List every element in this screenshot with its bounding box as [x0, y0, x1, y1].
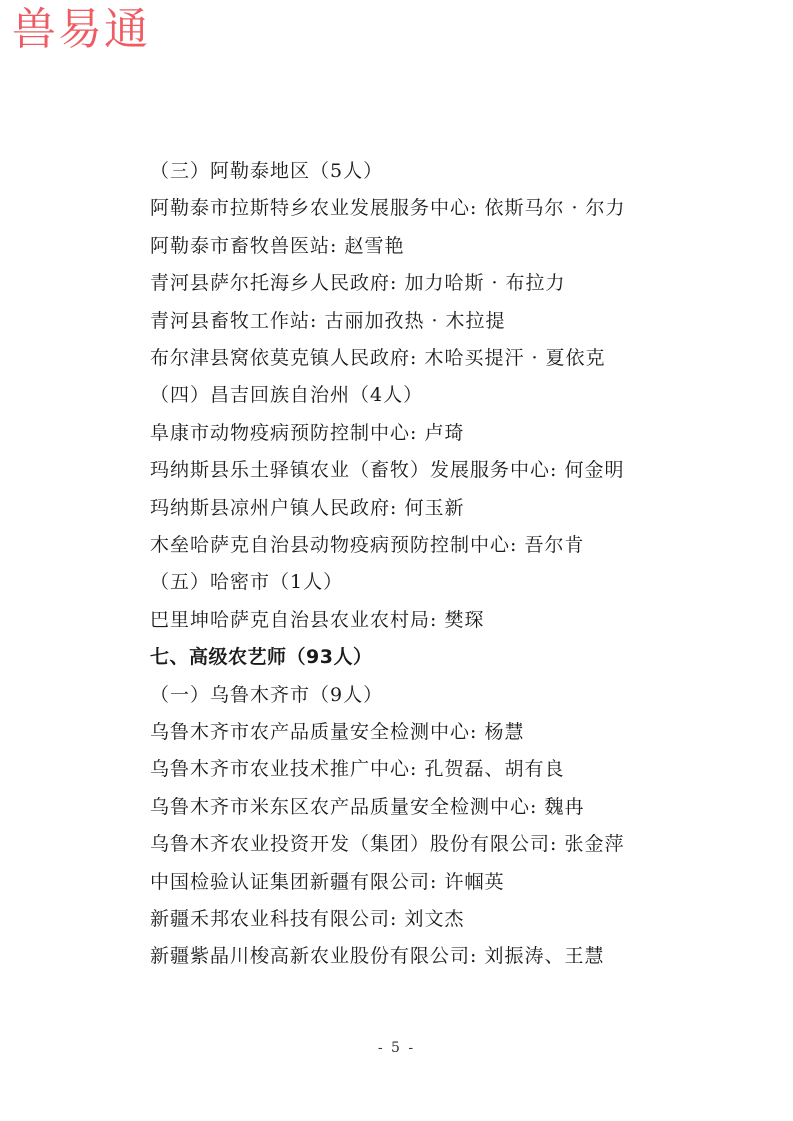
- subsection-heading: （五）哈密市（1人）: [150, 571, 344, 594]
- list-item: 阜康市动物疫病预防控制中心: 卢琦: [150, 421, 465, 444]
- list-item: 新疆禾邦农业科技有限公司: 刘文杰: [150, 908, 465, 930]
- list-item: 玛纳斯县乐土驿镇农业（畜牧）发展服务中心: 何金明: [150, 459, 625, 482]
- subsection-heading: （四）昌吉回族自治州（4人）: [150, 384, 424, 407]
- page-number: - 5 -: [377, 1040, 416, 1056]
- list-item: 青河县萨尔托海乡人民政府: 加力哈斯 · 布拉力: [150, 272, 566, 295]
- list-item: 布尔津县窝依莫克镇人民政府: 木哈买提汗 · 夏依克: [150, 347, 606, 369]
- list-item: 中国检验认证集团新疆有限公司: 许帼英: [150, 870, 505, 893]
- list-item: 新疆紫晶川梭高新农业股份有限公司: 刘振涛、王慧: [150, 945, 605, 968]
- list-item: 乌鲁木齐农业投资开发（集团）股份有限公司: 张金萍: [150, 833, 625, 856]
- list-item: 巴里坤哈萨克自治县农业农村局: 樊琛: [150, 608, 485, 631]
- section-heading: 七、高级农艺师（93人）: [150, 646, 373, 669]
- subsection-heading: （一）乌鲁木齐市（9人）: [150, 683, 384, 706]
- list-item: 乌鲁木齐市农业技术推广中心: 孔贺磊、胡有良: [150, 758, 565, 781]
- subsection-heading: （三）阿勒泰地区（5人）: [150, 160, 384, 182]
- list-item: 木垒哈萨克自治县动物疫病预防控制中心: 吾尔肯: [150, 534, 585, 556]
- list-item: 乌鲁木齐市米东区农产品质量安全检测中心: 魏冉: [150, 795, 585, 818]
- list-item: 阿勒泰市畜牧兽医站: 赵雪艳: [150, 234, 405, 257]
- list-item: 青河县畜牧工作站: 古丽加孜热 · 木拉提: [150, 309, 506, 332]
- watermark-logo: 兽易通: [12, 4, 150, 55]
- list-item: 阿勒泰市拉斯特乡农业发展服务中心: 依斯马尔 · 尔力: [150, 197, 626, 220]
- list-item: 玛纳斯县凉州户镇人民政府: 何玉新: [150, 496, 465, 519]
- list-item: 乌鲁木齐市农产品质量安全检测中心: 杨慧: [150, 721, 525, 743]
